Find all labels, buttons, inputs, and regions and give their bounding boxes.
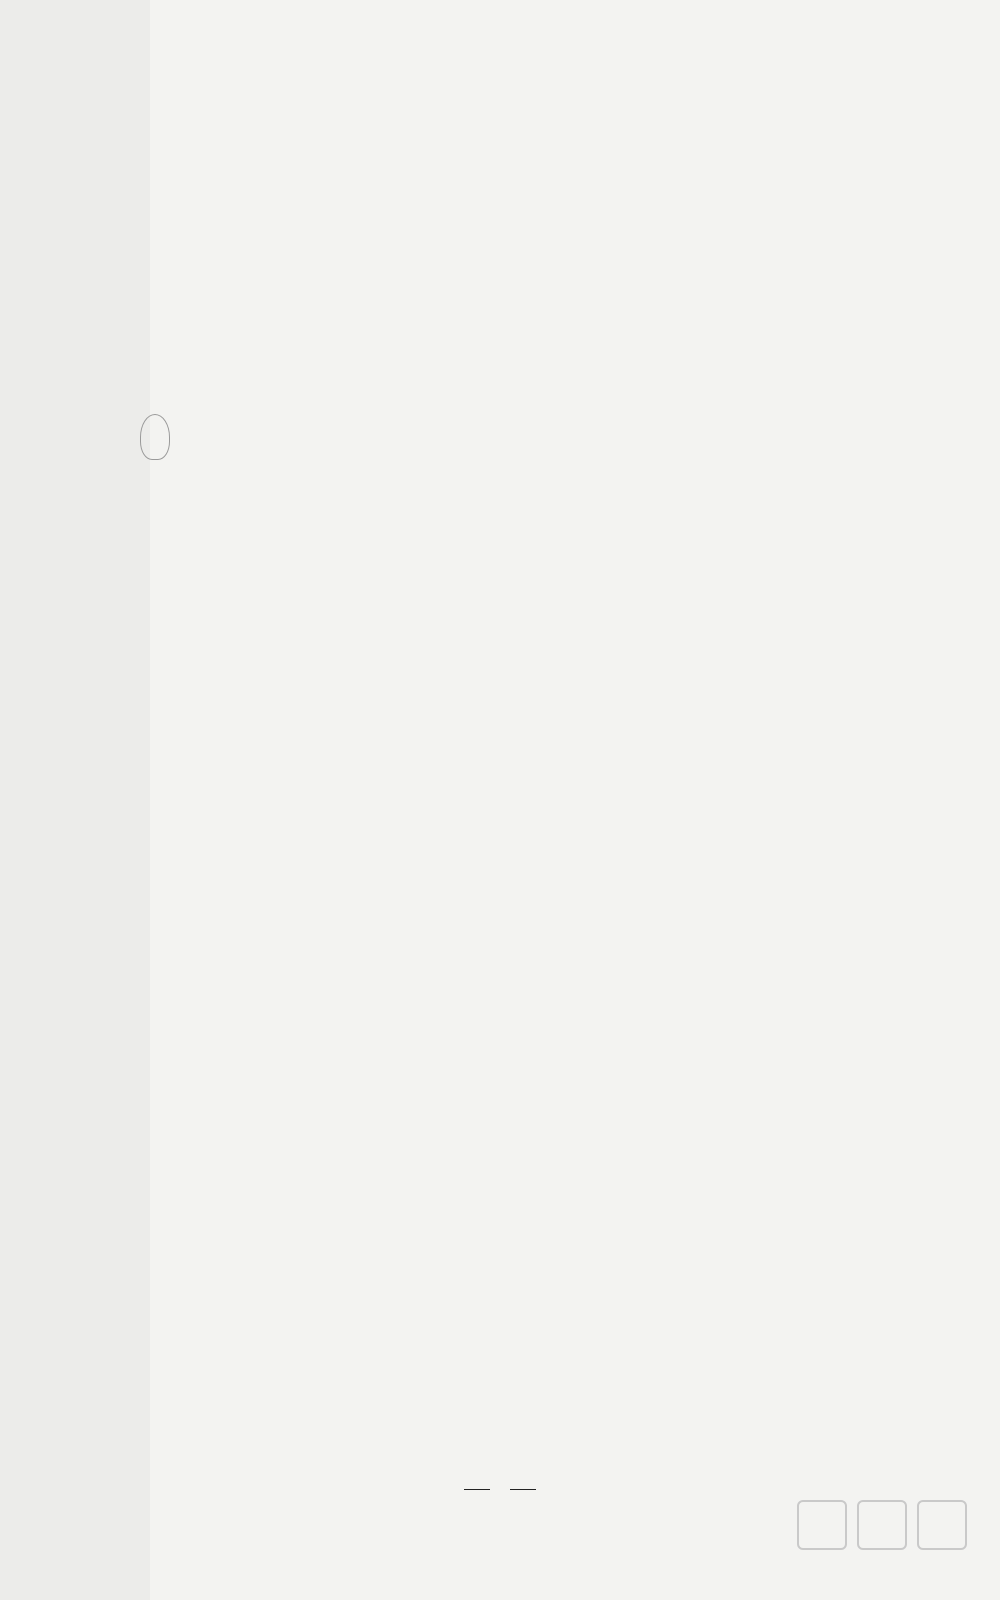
watermark-char <box>857 1500 907 1550</box>
watermark <box>797 1500 972 1580</box>
listening-label <box>175 110 815 136</box>
watermark-char <box>917 1500 967 1550</box>
section3-title <box>175 190 815 216</box>
exam-title <box>175 84 815 110</box>
document-body <box>175 84 815 242</box>
corner-stamp-icon <box>140 414 170 460</box>
section2-title <box>175 163 815 189</box>
page-number-block <box>0 1478 1000 1499</box>
dash-right <box>510 1489 536 1490</box>
reference-label <box>175 216 815 242</box>
watermark-char <box>797 1500 847 1550</box>
dash-left <box>464 1489 490 1490</box>
section1-title <box>175 137 815 163</box>
